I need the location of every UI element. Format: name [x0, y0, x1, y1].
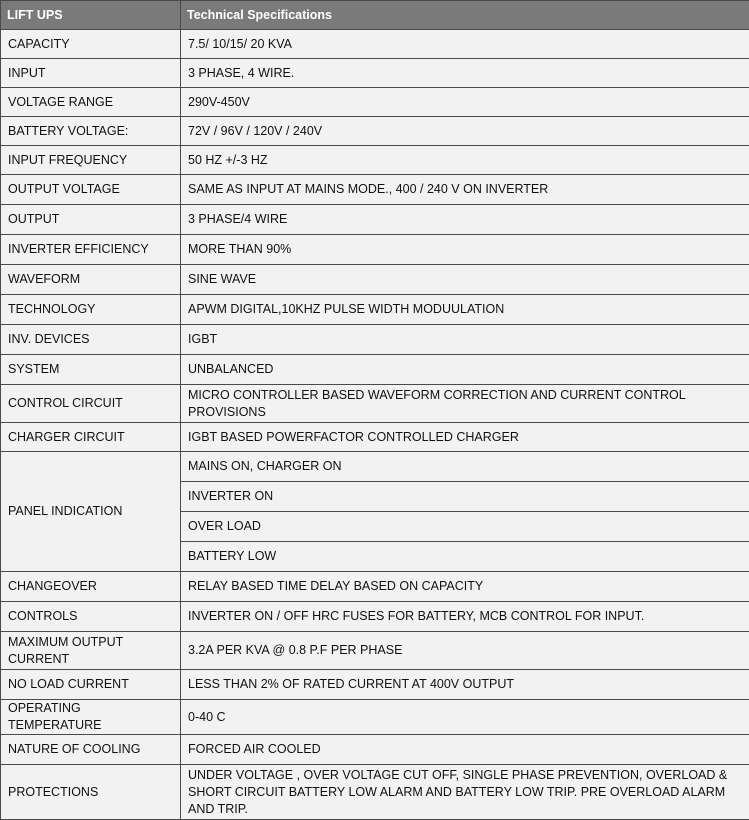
row-label: VOLTAGE RANGE [1, 88, 181, 117]
table-header-row [1, 1, 749, 30]
row-value: IGBT [181, 325, 749, 355]
row-value: 3 PHASE/4 WIRE [181, 205, 749, 235]
table-row [1, 602, 749, 632]
header-product: LIFT UPS [1, 1, 181, 30]
row-label: CONTROL CIRCUIT [1, 385, 181, 423]
row-label: INVERTER EFFICIENCY [1, 235, 181, 265]
row-label: CHANGEOVER [1, 572, 181, 602]
table-row [1, 175, 749, 205]
table-row [1, 423, 749, 452]
row-value: BATTERY LOW [181, 542, 749, 572]
row-label: CAPACITY [1, 30, 181, 59]
row-label: SYSTEM [1, 355, 181, 385]
row-label: OUTPUT [1, 205, 181, 235]
row-value: MAINS ON, CHARGER ON [181, 452, 749, 482]
row-value: INVERTER ON / OFF HRC FUSES FOR BATTERY, MCB CONTROL FOR INPUT. [181, 602, 749, 632]
table-row [1, 117, 749, 146]
table-row [1, 670, 749, 700]
row-value: 50 HZ +/-3 HZ [181, 146, 749, 175]
table-row [1, 765, 749, 820]
row-label: CONTROLS [1, 602, 181, 632]
row-label: INV. DEVICES [1, 325, 181, 355]
table-row [1, 235, 749, 265]
table-row [1, 59, 749, 88]
table-row [1, 325, 749, 355]
row-label: OUTPUT VOLTAGE [1, 175, 181, 205]
row-label: NO LOAD CURRENT [1, 670, 181, 700]
row-value: UNDER VOLTAGE , OVER VOLTAGE CUT OFF, SINGLE PHASE PREVENTION, OVERLOAD & SHORT CIRCUIT BATTERY LOW ALARM AND BATTERY LOW TRIP. PRE OVERLOAD ALARM AND TRIP. [181, 765, 749, 820]
row-label: PROTECTIONS [1, 765, 181, 820]
row-value: APWM DIGITAL,10KHZ PULSE WIDTH MODUULATION [181, 295, 749, 325]
row-value: FORCED AIR COOLED [181, 735, 749, 765]
table-row [1, 265, 749, 295]
table-row [1, 572, 749, 602]
row-label: BATTERY VOLTAGE: [1, 117, 181, 146]
row-label: INPUT FREQUENCY [1, 146, 181, 175]
table-row [1, 295, 749, 325]
table-row [1, 146, 749, 175]
row-label: TECHNOLOGY [1, 295, 181, 325]
row-value: 7.5/ 10/15/ 20 KVA [181, 30, 749, 59]
row-label: CHARGER CIRCUIT [1, 423, 181, 452]
row-label: MAXIMUM OUTPUT CURRENT [1, 632, 181, 670]
row-value: 3.2A PER KVA @ 0.8 P.F PER PHASE [181, 632, 749, 670]
row-value: LESS THAN 2% OF RATED CURRENT AT 400V OUTPUT [181, 670, 749, 700]
row-label: INPUT [1, 59, 181, 88]
row-value: RELAY BASED TIME DELAY BASED ON CAPACITY [181, 572, 749, 602]
row-value: 0-40 C [181, 700, 749, 735]
row-label: OPERATING TEMPERATURE [1, 700, 181, 735]
row-label: WAVEFORM [1, 265, 181, 295]
table-row [1, 88, 749, 117]
table-row [1, 205, 749, 235]
table-row [1, 385, 749, 423]
row-value: INVERTER ON [181, 482, 749, 512]
row-value: MORE THAN 90% [181, 235, 749, 265]
row-value: MICRO CONTROLLER BASED WAVEFORM CORRECTION AND CURRENT CONTROL PROVISIONS [181, 385, 749, 423]
table-row [1, 30, 749, 59]
row-value: SINE WAVE [181, 265, 749, 295]
row-value: 290V-450V [181, 88, 749, 117]
table-row [1, 355, 749, 385]
row-value: 72V / 96V / 120V / 240V [181, 117, 749, 146]
row-value: IGBT BASED POWERFACTOR CONTROLLED CHARGER [181, 423, 749, 452]
table-row [1, 452, 749, 482]
table-row [1, 700, 749, 735]
row-value: OVER LOAD [181, 512, 749, 542]
row-value: SAME AS INPUT AT MAINS MODE., 400 / 240 V ON INVERTER [181, 175, 749, 205]
table-row [1, 632, 749, 670]
row-label: NATURE OF COOLING [1, 735, 181, 765]
row-label-panel-indication: PANEL INDICATION [1, 452, 181, 572]
table-row [1, 735, 749, 765]
header-specs: Technical Specifications [181, 1, 749, 30]
row-value: UNBALANCED [181, 355, 749, 385]
row-value: 3 PHASE, 4 WIRE. [181, 59, 749, 88]
